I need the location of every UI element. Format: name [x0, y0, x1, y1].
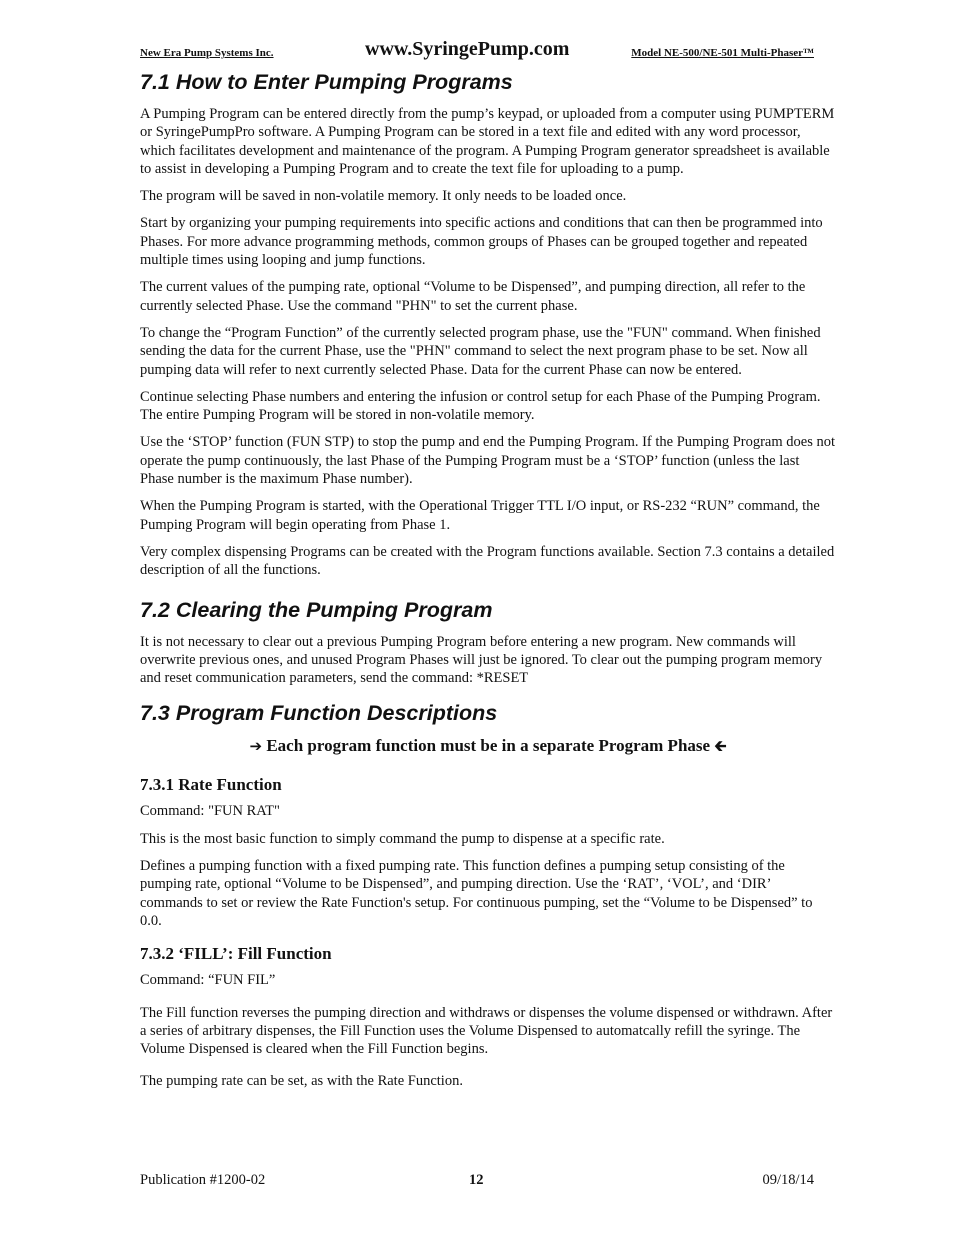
- section-7-1-paragraph: The current values of the pumping rate, optional “Volume to be Dispensed”, and pumping direction, all refer to the currently selected Phase. Use the command "PHN" to set the current phase.: [140, 279, 806, 314]
- page-number: 12: [469, 1172, 484, 1188]
- arrow-left-icon: 🡰: [714, 737, 727, 756]
- section-7-1-paragraph: A Pumping Program can be entered directly from the pump’s keypad, or uploaded from a computer using PUMPTERM or SyringePumpPro software. A Pumping Program can be stored in a text file and edited with any word processor, which facilitates development and maintenance of the program. A Pumping Program generator spreadsheet is available to assist in developing a Pumping Program and to create the text file for uploading to a pump.: [140, 106, 835, 177]
- page-body: [140, 68, 836, 1100]
- section-7-3-heading: 7.3 Program Function Descriptions: [140, 701, 498, 726]
- arrow-right-icon: ➔: [249, 737, 263, 756]
- section-7-1-heading: 7.1 How to Enter Pumping Programs: [140, 70, 513, 94]
- website-title: www.SyringePump.com: [365, 38, 570, 60]
- section-7-1-paragraph: To change the “Program Function” of the currently selected program phase, use the "FUN" command. When finished sending the data for the current Phase, use the "PHN" command to select the next program phase to be set. Now all pumping data will refer to next currently selected Phase. Data for the current Phase can now be entered.: [140, 324, 821, 378]
- company-name: New Era Pump Systems Inc.: [140, 47, 274, 59]
- section-7-2-heading: 7.2 Clearing the Pumping Program: [140, 597, 493, 622]
- rate-function-paragraph: This is the most basic function to simply command the pump to dispense at a specific rate.: [140, 830, 665, 847]
- publication-number: Publication #1200-02: [140, 1172, 266, 1188]
- rate-function-paragraph: Defines a pumping function with a fixed pumping rate. This function defines a pumping setup consisting of the pumping rate, optional “Volume to be Dispensed”, and pumping direction. Use the ‘RAT’, ‘VOL’, and ‘DIR’ commands to set or review the Rate Function's setup. For continuous pumping, set the “Volume to be Dispensed” to 0.0.: [140, 858, 813, 929]
- publication-date: 09/18/14: [762, 1172, 814, 1188]
- fill-function-paragraph: The Fill function reverses the pumping direction and withdraws or dispenses the volume dispensed or withdrawn. After a series of arbitrary dispenses, the Fill Function uses the Volume Dispensed to automatcally refill the syringe. The Volume Dispensed is cleared when the Fill Function begins.: [140, 1004, 833, 1058]
- section-7-1-paragraph: Very complex dispensing Programs can be created with the Program functions available. Section 7.3 contains a detailed description of all the functions.: [140, 543, 835, 579]
- section-7-1-paragraph: When the Pumping Program is started, with the Operational Trigger TTL I/O input, or RS-232 “RUN” command, the Pumping Program will begin operating from Phase 1.: [140, 498, 820, 533]
- section-7-1-paragraph: The program will be saved in non-volatile memory. It only needs to be loaded once.: [140, 188, 627, 205]
- section-7-3-1-heading: 7.3.1 Rate Function: [140, 775, 282, 795]
- rate-function-command: Command: "FUN RAT": [140, 803, 280, 820]
- section-7-2-paragraph: It is not necessary to clear out a previous Pumping Program before entering a new program. New commands will overwrite previous ones, and unused Program Phases will just be ignored. To clear out the pumping program memory and reset communication parameters, send the command: *RESET: [140, 633, 823, 687]
- page-footer: [140, 1172, 814, 1192]
- section-7-1-paragraph: Continue selecting Phase numbers and entering the infusion or control setup for each Phase of the Pumping Program. The entire Pumping Program will be stored in non-volatile memory.: [140, 388, 821, 424]
- fill-function-paragraph: The pumping rate can be set, as with the Rate Function.: [140, 1073, 463, 1090]
- section-7-1-paragraph: Use the ‘STOP’ function (FUN STP) to stop the pump and end the Pumping Program. If the Pumping Program does not operate the pump continuously, the last Phase of the Pumping Program must be a ‘STOP’ function (unless the last Phase number is the maximum Phase number).: [140, 434, 836, 488]
- model-name: Model NE-500/NE-501 Multi-Phaser™: [631, 47, 814, 59]
- section-7-3-2-heading: 7.3.2 ‘FILL’: Fill Function: [140, 944, 332, 964]
- callout-text: Each program function must be in a separate Program Phase: [266, 736, 711, 756]
- program-phase-callout: [140, 736, 836, 761]
- section-7-1-paragraph: Start by organizing your pumping requirements into specific actions and conditions that can then be programmed into Phases. For more advance programming methods, common groups of Phases can be grouped together and repeated multiple times using looping and jump functions.: [140, 215, 823, 269]
- page-header: [140, 38, 814, 62]
- fill-function-command: Command: “FUN FIL”: [140, 972, 276, 989]
